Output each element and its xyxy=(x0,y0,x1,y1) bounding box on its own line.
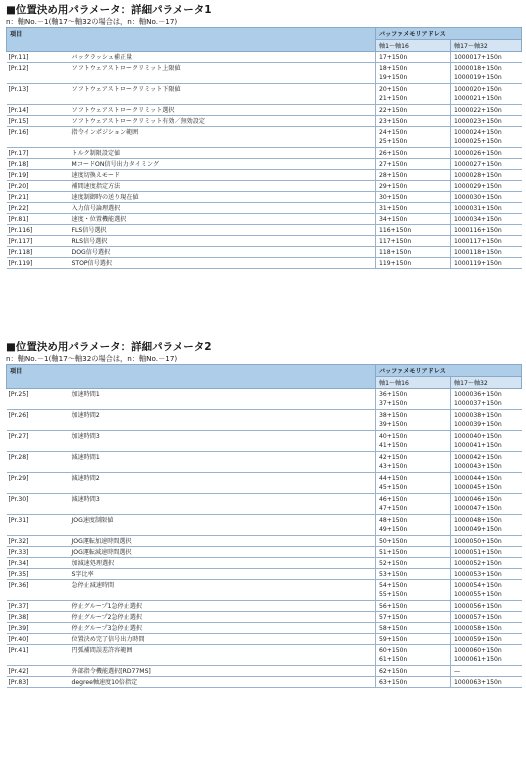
address-value: 63+150n xyxy=(379,678,408,686)
section-subtitle: n：軸No.－1(軸17～軸32の場合は，n：軸No.－17) xyxy=(6,354,178,363)
parameter-number: [Pr.11] xyxy=(7,52,69,63)
address-axis-1-16 xyxy=(376,569,451,580)
header-axis-1-16: 軸1～軸16 xyxy=(376,40,451,52)
table-row xyxy=(7,515,522,536)
address-value: 116+150n xyxy=(379,226,412,234)
address-axis-17-32 xyxy=(451,601,522,612)
address-axis-1-16 xyxy=(376,515,451,536)
address-value: 1000055+150n xyxy=(454,591,502,598)
address-axis-1-16 xyxy=(376,116,451,127)
parameter-number: [Pr.36] xyxy=(7,580,69,601)
address-value: 1000054+150n xyxy=(454,582,502,589)
parameter-name: 入力信号論理選択 xyxy=(69,203,376,214)
header-item: 項目 xyxy=(7,365,376,389)
parameter-name: ソフトウェアストロークリミット上限値 xyxy=(69,63,376,84)
address-value: 17+150n xyxy=(379,53,408,61)
address-value: 1000019+150n xyxy=(454,74,502,81)
parameter-number: [Pr.117] xyxy=(7,236,69,247)
address-value: 57+150n xyxy=(379,613,408,621)
address-value: 29+150n xyxy=(379,182,408,190)
table-row xyxy=(7,159,522,170)
header-buffer-address: バッファメモリアドレス xyxy=(376,365,522,377)
parameter-number: [Pr.38] xyxy=(7,612,69,623)
address-value: 51+150n xyxy=(379,548,408,556)
address-value: 1000037+150n xyxy=(454,400,502,407)
address-value: 58+150n xyxy=(379,624,408,632)
parameter-name: 補間速度指定方法 xyxy=(69,181,376,192)
address-axis-17-32 xyxy=(451,580,522,601)
detail-params-2-section xyxy=(6,341,521,688)
parameter-number: [Pr.29] xyxy=(7,473,69,494)
address-value: 1000060+150n xyxy=(454,647,502,654)
parameter-number: [Pr.16] xyxy=(7,127,69,148)
address-axis-17-32 xyxy=(451,258,522,269)
address-axis-17-32 xyxy=(451,236,522,247)
address-axis-17-32 xyxy=(451,558,522,569)
parameter-name: 位置決め完了信号出力時間 xyxy=(69,634,376,645)
address-axis-1-16 xyxy=(376,580,451,601)
parameter-number: [Pr.118] xyxy=(7,247,69,258)
address-axis-17-32 xyxy=(451,431,522,452)
address-value: 47+150n xyxy=(379,505,408,512)
parameter-name: RLS信号選択 xyxy=(69,236,376,247)
address-axis-17-32 xyxy=(451,536,522,547)
parameter-number: [Pr.33] xyxy=(7,547,69,558)
address-value: 1000058+150n xyxy=(454,624,502,632)
table-row xyxy=(7,247,522,258)
address-value: 1000047+150n xyxy=(454,505,502,512)
address-value: 41+150n xyxy=(379,442,408,449)
parameter-name: MコードON信号出力タイミング xyxy=(69,159,376,170)
parameter-number: [Pr.17] xyxy=(7,148,69,159)
parameter-number: [Pr.81] xyxy=(7,214,69,225)
parameter-number: [Pr.28] xyxy=(7,452,69,473)
parameter-name: 加減速処理選択 xyxy=(69,558,376,569)
address-value: 54+150n xyxy=(379,582,408,589)
header-buffer-address: バッファメモリアドレス xyxy=(376,28,522,40)
parameter-name: 減速時間1 xyxy=(69,452,376,473)
parameter-number: [Pr.21] xyxy=(7,192,69,203)
address-axis-17-32 xyxy=(451,105,522,116)
parameter-name: JOG運転加速時間選択 xyxy=(69,536,376,547)
address-value: 1000025+150n xyxy=(454,138,502,145)
table-row xyxy=(7,666,522,677)
address-axis-17-32 xyxy=(451,214,522,225)
parameter-number: [Pr.22] xyxy=(7,203,69,214)
address-value: 60+150n xyxy=(379,647,408,654)
address-value: 1000051+150n xyxy=(454,548,502,556)
address-value: 62+150n xyxy=(379,667,408,675)
parameter-name: 円弧補間誤差許容範囲 xyxy=(69,645,376,666)
address-value: 30+150n xyxy=(379,193,408,201)
address-axis-1-16 xyxy=(376,645,451,666)
parameter-number: [Pr.34] xyxy=(7,558,69,569)
address-value: 19+150n xyxy=(379,74,408,81)
table-row xyxy=(7,116,522,127)
address-value: 1000018+150n xyxy=(454,65,502,72)
address-axis-1-16 xyxy=(376,192,451,203)
address-value: 18+150n xyxy=(379,65,408,72)
table-row xyxy=(7,127,522,148)
address-axis-1-16 xyxy=(376,494,451,515)
parameter-name: 加速時間3 xyxy=(69,431,376,452)
address-value: 1000020+150n xyxy=(454,86,502,93)
address-axis-17-32 xyxy=(451,116,522,127)
address-axis-1-16 xyxy=(376,558,451,569)
address-axis-1-16 xyxy=(376,536,451,547)
address-axis-1-16 xyxy=(376,63,451,84)
parameter-number: [Pr.35] xyxy=(7,569,69,580)
header-axis-17-32: 軸17～軸32 xyxy=(451,40,522,52)
address-axis-17-32 xyxy=(451,612,522,623)
address-value: 117+150n xyxy=(379,237,412,245)
address-value: 38+150n xyxy=(379,412,408,419)
address-axis-17-32 xyxy=(451,247,522,258)
parameter-number: [Pr.14] xyxy=(7,105,69,116)
address-value: 24+150n xyxy=(379,129,408,136)
parameter-number: [Pr.26] xyxy=(7,410,69,431)
table-row xyxy=(7,677,522,688)
address-value: 1000050+150n xyxy=(454,537,502,545)
address-value: 1000063+150n xyxy=(454,678,502,686)
address-axis-1-16 xyxy=(376,247,451,258)
address-axis-17-32 xyxy=(451,645,522,666)
address-value: 31+150n xyxy=(379,204,408,212)
address-value: 40+150n xyxy=(379,433,408,440)
address-value: — xyxy=(454,667,461,675)
table-row xyxy=(7,148,522,159)
address-value: 25+150n xyxy=(379,138,408,145)
address-axis-1-16 xyxy=(376,159,451,170)
address-value: 1000028+150n xyxy=(454,171,502,179)
parameter-name: 減速時間3 xyxy=(69,494,376,515)
parameter-number: [Pr.27] xyxy=(7,431,69,452)
address-value: 1000046+150n xyxy=(454,496,502,503)
address-value: 1000022+150n xyxy=(454,106,502,114)
address-value: 61+150n xyxy=(379,656,408,663)
address-value: 1000056+150n xyxy=(454,602,502,610)
address-axis-1-16 xyxy=(376,127,451,148)
address-value: 1000024+150n xyxy=(454,129,502,136)
table-row xyxy=(7,258,522,269)
address-value: 1000039+150n xyxy=(454,421,502,428)
address-axis-17-32 xyxy=(451,452,522,473)
address-axis-17-32 xyxy=(451,127,522,148)
address-value: 50+150n xyxy=(379,537,408,545)
address-value: 46+150n xyxy=(379,496,408,503)
table-row xyxy=(7,105,522,116)
parameter-name: 速度・位置機能選択 xyxy=(69,214,376,225)
parameter-number: [Pr.31] xyxy=(7,515,69,536)
address-axis-1-16 xyxy=(376,148,451,159)
table-row xyxy=(7,601,522,612)
table-row xyxy=(7,84,522,105)
address-axis-1-16 xyxy=(376,236,451,247)
parameter-name: 減速時間2 xyxy=(69,473,376,494)
address-value: 1000048+150n xyxy=(454,517,502,524)
parameter-name: 加速時間2 xyxy=(69,410,376,431)
address-value: 39+150n xyxy=(379,421,408,428)
parameter-number: [Pr.20] xyxy=(7,181,69,192)
address-value: 1000030+150n xyxy=(454,193,502,201)
table-row xyxy=(7,645,522,666)
address-axis-17-32 xyxy=(451,389,522,410)
address-axis-1-16 xyxy=(376,623,451,634)
address-value: 1000042+150n xyxy=(454,454,502,461)
address-value: 23+150n xyxy=(379,117,408,125)
address-axis-1-16 xyxy=(376,84,451,105)
parameter-name: 急停止減速時間 xyxy=(69,580,376,601)
address-axis-17-32 xyxy=(451,52,522,63)
address-value: 1000044+150n xyxy=(454,475,502,482)
address-value: 55+150n xyxy=(379,591,408,598)
table-row xyxy=(7,623,522,634)
parameter-number: [Pr.41] xyxy=(7,645,69,666)
header-item: 項目 xyxy=(7,28,376,52)
parameter-number: [Pr.40] xyxy=(7,634,69,645)
address-value: 1000040+150n xyxy=(454,433,502,440)
address-value: 1000052+150n xyxy=(454,559,502,567)
section-title: ■位置決め用パラメータ：詳細パラメータ2 xyxy=(6,341,212,353)
address-axis-17-32 xyxy=(451,181,522,192)
parameter-number: [Pr.15] xyxy=(7,116,69,127)
table-row xyxy=(7,569,522,580)
table-row xyxy=(7,452,522,473)
parameter-number: [Pr.18] xyxy=(7,159,69,170)
parameter-name: 停止グループ2急停止選択 xyxy=(69,612,376,623)
address-axis-17-32 xyxy=(451,225,522,236)
header-axis-1-16: 軸1～軸16 xyxy=(376,377,451,389)
parameter-number: [Pr.116] xyxy=(7,225,69,236)
address-axis-1-16 xyxy=(376,203,451,214)
address-value: 1000038+150n xyxy=(454,412,502,419)
parameter-name: 速度制御時の送り現在値 xyxy=(69,192,376,203)
address-axis-17-32 xyxy=(451,677,522,688)
table-row xyxy=(7,558,522,569)
address-axis-1-16 xyxy=(376,225,451,236)
parameter-name: 停止グループ1急停止選択 xyxy=(69,601,376,612)
address-value: 1000053+150n xyxy=(454,570,502,578)
parameter-number: [Pr.83] xyxy=(7,677,69,688)
parameter-name: ソフトウェアストロークリミット選択 xyxy=(69,105,376,116)
parameter-name: 速度切換えモード xyxy=(69,170,376,181)
parameter-name: DOG信号選択 xyxy=(69,247,376,258)
address-axis-17-32 xyxy=(451,159,522,170)
parameter-number: [Pr.119] xyxy=(7,258,69,269)
address-value: 45+150n xyxy=(379,484,408,491)
address-value: 1000041+150n xyxy=(454,442,502,449)
table-row xyxy=(7,580,522,601)
address-axis-1-16 xyxy=(376,258,451,269)
address-axis-1-16 xyxy=(376,612,451,623)
section-subtitle: n：軸No.－1(軸17～軸32の場合は，n：軸No.－17) xyxy=(6,17,178,26)
table-row xyxy=(7,494,522,515)
address-value: 49+150n xyxy=(379,526,408,533)
address-value: 1000117+150n xyxy=(454,237,502,245)
parameter-number: [Pr.12] xyxy=(7,63,69,84)
table-row xyxy=(7,431,522,452)
address-value: 1000119+150n xyxy=(454,259,502,267)
parameter-name: JOG運転減速時間選択 xyxy=(69,547,376,558)
address-value: 22+150n xyxy=(379,106,408,114)
address-axis-1-16 xyxy=(376,181,451,192)
address-axis-1-16 xyxy=(376,452,451,473)
table-row xyxy=(7,389,522,410)
parameter-table xyxy=(6,364,522,688)
table-row xyxy=(7,214,522,225)
address-value: 1000045+150n xyxy=(454,484,502,491)
table-row xyxy=(7,236,522,247)
address-value: 119+150n xyxy=(379,259,412,267)
table-row xyxy=(7,170,522,181)
address-value: 1000116+150n xyxy=(454,226,502,234)
address-value: 52+150n xyxy=(379,559,408,567)
parameter-name: ソフトウェアストロークリミット下限値 xyxy=(69,84,376,105)
address-value: 28+150n xyxy=(379,171,408,179)
address-value: 118+150n xyxy=(379,248,412,256)
parameter-name: 指令インポジション範囲 xyxy=(69,127,376,148)
address-axis-17-32 xyxy=(451,192,522,203)
address-value: 1000023+150n xyxy=(454,117,502,125)
table-row xyxy=(7,225,522,236)
address-value: 34+150n xyxy=(379,215,408,223)
address-value: 27+150n xyxy=(379,160,408,168)
parameter-name: 加速時間1 xyxy=(69,389,376,410)
address-axis-1-16 xyxy=(376,170,451,181)
table-row xyxy=(7,536,522,547)
address-axis-17-32 xyxy=(451,148,522,159)
address-axis-17-32 xyxy=(451,547,522,558)
parameter-name: トルク制限設定値 xyxy=(69,148,376,159)
address-value: 43+150n xyxy=(379,463,408,470)
address-axis-17-32 xyxy=(451,666,522,677)
table-row xyxy=(7,203,522,214)
address-axis-17-32 xyxy=(451,473,522,494)
address-axis-1-16 xyxy=(376,431,451,452)
address-axis-17-32 xyxy=(451,63,522,84)
address-axis-1-16 xyxy=(376,389,451,410)
parameter-name: 停止グループ3急停止選択 xyxy=(69,623,376,634)
address-axis-1-16 xyxy=(376,634,451,645)
table-row xyxy=(7,547,522,558)
address-value: 1000029+150n xyxy=(454,182,502,190)
table-row xyxy=(7,63,522,84)
table-row xyxy=(7,634,522,645)
parameter-name: ソフトウェアストロークリミット有効／無効設定 xyxy=(69,116,376,127)
address-axis-17-32 xyxy=(451,410,522,431)
address-value: 48+150n xyxy=(379,517,408,524)
address-value: 36+150n xyxy=(379,391,408,398)
address-value: 1000026+150n xyxy=(454,149,502,157)
address-value: 1000118+150n xyxy=(454,248,502,256)
address-axis-17-32 xyxy=(451,515,522,536)
address-value: 53+150n xyxy=(379,570,408,578)
parameter-name: バックラッシュ補正量 xyxy=(69,52,376,63)
parameter-number: [Pr.25] xyxy=(7,389,69,410)
address-axis-17-32 xyxy=(451,634,522,645)
address-value: 1000034+150n xyxy=(454,215,502,223)
address-axis-17-32 xyxy=(451,569,522,580)
address-axis-1-16 xyxy=(376,547,451,558)
address-axis-1-16 xyxy=(376,601,451,612)
address-value: 1000017+150n xyxy=(454,53,502,61)
table-row xyxy=(7,410,522,431)
address-axis-1-16 xyxy=(376,473,451,494)
address-value: 59+150n xyxy=(379,635,408,643)
address-axis-17-32 xyxy=(451,494,522,515)
parameter-number: [Pr.19] xyxy=(7,170,69,181)
address-axis-1-16 xyxy=(376,410,451,431)
address-axis-17-32 xyxy=(451,170,522,181)
address-axis-17-32 xyxy=(451,623,522,634)
section-title: ■位置決め用パラメータ：詳細パラメータ1 xyxy=(6,4,212,16)
address-axis-17-32 xyxy=(451,84,522,105)
address-value: 56+150n xyxy=(379,602,408,610)
address-value: 20+150n xyxy=(379,86,408,93)
address-value: 37+150n xyxy=(379,400,408,407)
address-value: 1000031+150n xyxy=(454,204,502,212)
address-value: 1000021+150n xyxy=(454,95,502,102)
address-value: 1000061+150n xyxy=(454,656,502,663)
address-value: 1000036+150n xyxy=(454,391,502,398)
address-value: 1000027+150n xyxy=(454,160,502,168)
parameter-name: S字比率 xyxy=(69,569,376,580)
address-value: 1000059+150n xyxy=(454,635,502,643)
parameter-number: [Pr.32] xyxy=(7,536,69,547)
address-value: 21+150n xyxy=(379,95,408,102)
table-row xyxy=(7,473,522,494)
parameter-number: [Pr.39] xyxy=(7,623,69,634)
address-axis-17-32 xyxy=(451,203,522,214)
table-row xyxy=(7,52,522,63)
address-axis-1-16 xyxy=(376,666,451,677)
table-row xyxy=(7,181,522,192)
table-row xyxy=(7,612,522,623)
detail-params-1-section xyxy=(6,4,521,269)
address-value: 1000043+150n xyxy=(454,463,502,470)
address-value: 1000057+150n xyxy=(454,613,502,621)
parameter-number: [Pr.42] xyxy=(7,666,69,677)
address-value: 42+150n xyxy=(379,454,408,461)
parameter-name: FLS信号選択 xyxy=(69,225,376,236)
parameter-table xyxy=(6,27,522,269)
address-value: 26+150n xyxy=(379,149,408,157)
parameter-number: [Pr.13] xyxy=(7,84,69,105)
address-value: 44+150n xyxy=(379,475,408,482)
parameter-name: STOP信号選択 xyxy=(69,258,376,269)
table-row xyxy=(7,192,522,203)
address-axis-1-16 xyxy=(376,105,451,116)
address-value: 1000049+150n xyxy=(454,526,502,533)
header-axis-17-32: 軸17～軸32 xyxy=(451,377,522,389)
address-axis-1-16 xyxy=(376,214,451,225)
parameter-name: JOG速度制限値 xyxy=(69,515,376,536)
parameter-number: [Pr.30] xyxy=(7,494,69,515)
parameter-name: 外部指令機能選択[RD77MS] xyxy=(69,666,376,677)
address-axis-1-16 xyxy=(376,52,451,63)
parameter-number: [Pr.37] xyxy=(7,601,69,612)
address-axis-1-16 xyxy=(376,677,451,688)
parameter-name: degree軸速度10倍指定 xyxy=(69,677,376,688)
